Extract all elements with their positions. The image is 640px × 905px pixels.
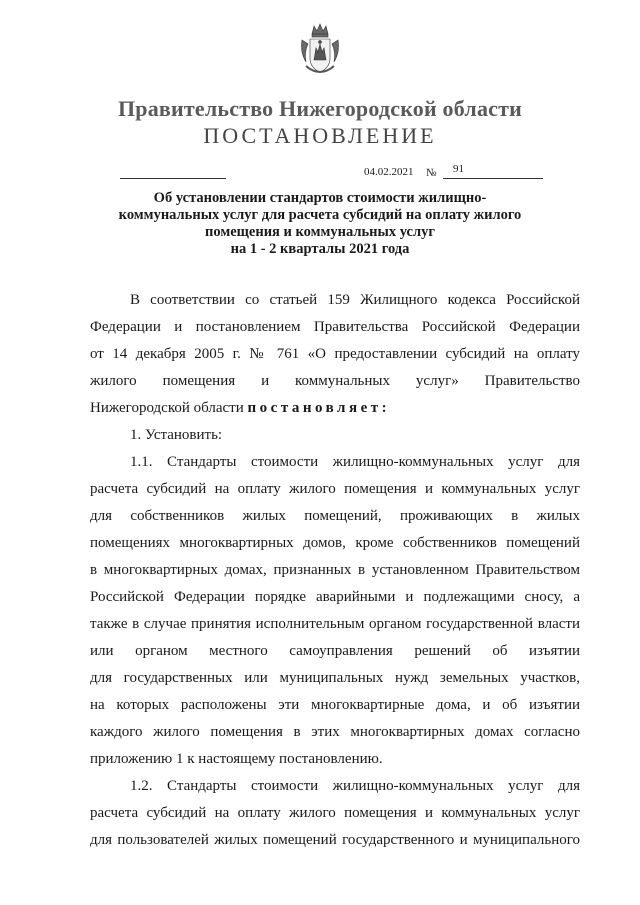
body-line: для государственных или муниципальных нужд земельных участков, <box>90 670 580 686</box>
organization-title: Правительство Нижегородской области <box>117 96 522 121</box>
body-line: для собственников жилых помещений, проживающих в жилых <box>90 508 580 524</box>
document-title <box>100 190 540 258</box>
number-underline <box>443 178 543 179</box>
document-body <box>90 290 580 857</box>
title-line: на 1 - 2 кварталы 2021 года <box>230 241 410 257</box>
body-line: Российской Федерации порядке аварийными и подлежащими сносу, а <box>90 589 580 605</box>
title-line: коммунальных услуг для расчета субсидий на оплату жилого <box>118 207 522 223</box>
title-line: помещения и коммунальных услуг <box>205 224 435 240</box>
title-line: Об установлении стандартов стоимости жилищно- <box>153 190 487 206</box>
body-line <box>90 398 580 425</box>
body-line: от 14 декабря 2005 г. № 761 «О предоставлении субсидий на оплату <box>90 346 580 362</box>
body-line: Федерации и постановлением Правительства Российской Федерации <box>90 319 580 335</box>
document-type: ПОСТАНОВЛЕНИЕ <box>203 123 437 148</box>
body-line: расчета субсидий на оплату жилого помещения и коммунальных услуг <box>90 481 580 497</box>
body-line: для пользователей жилых помещений государственного и муниципального <box>90 832 580 848</box>
number-sign: № <box>426 167 437 179</box>
registration-blank-line <box>120 178 226 179</box>
body-line: В соответствии со статьей 159 Жилищного кодекса Российской <box>130 292 580 308</box>
document-number: 91 <box>453 163 464 175</box>
body-line: расчета субсидий на оплату жилого помещения и коммунальных услуг <box>90 805 580 821</box>
body-line: 1.1. Стандарты стоимости жилищно-коммунальных услуг для <box>130 454 580 470</box>
body-line: приложению 1 к настоящему постановлению. <box>90 751 383 767</box>
body-line: на которых расположены эти многоквартирные дома, и об изъятии <box>90 697 580 713</box>
body-line: жилого помещения и коммунальных услуг» Правительство <box>90 373 580 389</box>
document-date: 04.02.2021 <box>364 166 414 178</box>
body-line: также в случае принятия исполнительным органом государственной власти <box>90 616 580 632</box>
body-line: в многоквартирных домах, признанных в установленном Правительством <box>90 562 580 578</box>
body-line: или органом местного самоуправления решений об изъятии <box>90 643 580 659</box>
body-line: каждого жилого помещения в этих многоквартирных домах согласно <box>90 724 580 740</box>
clause-1: 1. Установить: <box>130 427 223 443</box>
body-line: помещениях многоквартирных домов, кроме собственников помещений <box>90 535 580 551</box>
decree-keyword: постановляет: <box>247 400 391 416</box>
body-text: Нижегородской области <box>90 400 248 416</box>
body-line: 1.2. Стандарты стоимости жилищно-коммунальных услуг для <box>130 778 580 794</box>
coat-of-arms-emblem-icon <box>298 22 342 78</box>
